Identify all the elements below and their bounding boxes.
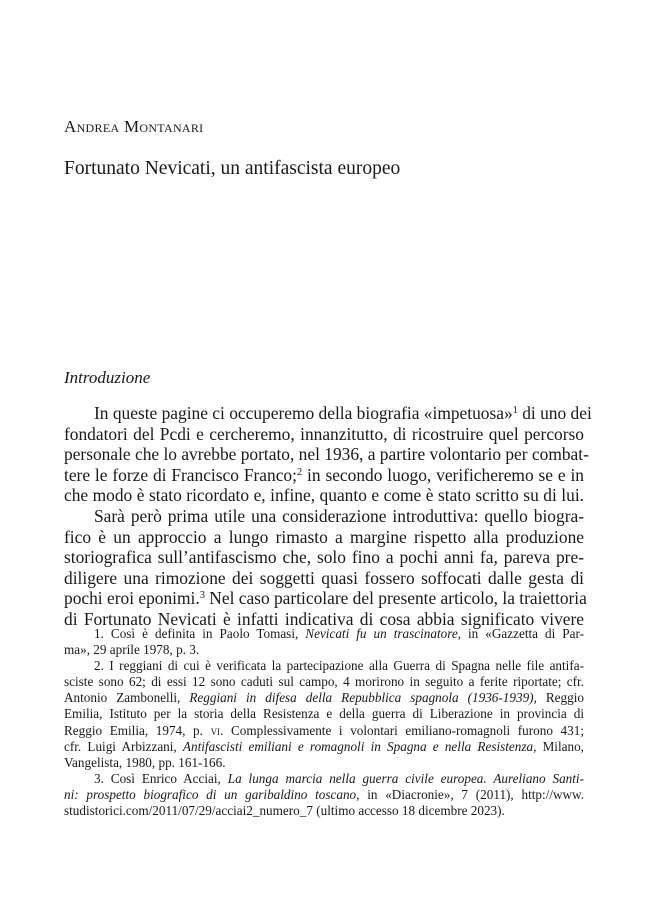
footnote-line: Antonio Zambonelli, Reggiani in difesa della Repubblica spagnola (1936-1939), Reggio [64, 690, 584, 706]
footnote-line: 1. Così è definita in Paolo Tomasi, Nevicati fu un trascinatore, in «Gazzetta di Par- [94, 626, 584, 641]
footnote-line: Vangelista, 1980, pp. 161-166. [64, 754, 226, 770]
body-line: di Fortunato Nevicati è infatti indicativa di cosa abbia significato vivere [64, 608, 584, 629]
body-line: fondatori del Pcdi e cercheremo, innanzitutto, di ricostruire quel percorso [64, 423, 584, 444]
section-heading: Introduzione [64, 368, 151, 387]
footnote-line: Reggio Emilia, 1974, p. vi. Complessivamente i volontari emiliano-romagnoli furono 431; [64, 722, 584, 738]
footnote-line: ni: prospetto biografico di un garibaldino toscano, in «Diacronie», 7 (2011), http://www. [64, 786, 584, 802]
body-line: pochi eroi eponimi.$^3$ Nel caso particolare del presente articolo, la traiettoria [64, 588, 587, 609]
footnote-ref[interactable]: 1 [512, 404, 518, 416]
footnote-line: cfr. Luigi Arbizzani, Antifascisti emiliani e romagnoli in Spagna e nella Resistenza, Milano, [64, 738, 584, 754]
body-line: Sarà però prima utile una considerazione introduttiva: quello biogra- [94, 505, 584, 526]
footnote-ref[interactable]: 2 [296, 466, 303, 478]
footnotes [64, 626, 584, 819]
footnote-ref[interactable]: 3 [199, 590, 205, 602]
footnote-line: 3. Così Enrico Acciai, La lunga marcia nella guerra civile europea. Aureliano Santi- [94, 770, 584, 786]
footnote-line: sciste sono 62; di essi 12 sono caduti sul campo, 4 morirono in seguito a ferite riportate; cfr. [64, 674, 584, 690]
body-line: In queste pagine ci occuperemo della biografia «impetuosa»$^1$ di uno dei [94, 403, 592, 423]
body-line: storiografica sull’antifascismo che, solo fino a pochi anni fa, pareva pre- [64, 547, 584, 568]
footnote-line: ma», 29 aprile 1978, p. 3. [64, 642, 200, 658]
footnote-line: Emilia, Istituto per la storia della Resistenza e della guerra di Liberazione in provincia di [64, 706, 584, 722]
footnote-line: studistorici.com/2011/07/29/acciai2_numero_7 (ultimo accesso 18 dicembre 2023). [64, 803, 505, 819]
body-text [64, 403, 592, 630]
article-title: Fortunato Nevicati, un antifascista europeo [64, 158, 401, 179]
body-line: personale che lo avrebbe portato, nel 1936, a partire volontario per combat- [64, 444, 589, 465]
body-line: tere le forze di Francisco Franco;$^2$ in secondo luogo, verificheremo se e in [64, 464, 585, 485]
body-line: fico è un approccio a lungo rimasto a margine rispetto alla produzione [64, 526, 584, 547]
body-line: che modo è stato ricordato e, infine, quanto e come è stato scritto su di lui. [64, 485, 584, 506]
body-line: diligere una rimozione dei soggetti quasi fossero soffocati dalle gesta di [64, 567, 584, 588]
footnote-line: 2. I reggiani di cui è verificata la partecipazione alla Guerra di Spagna nelle file antifa- [94, 658, 584, 674]
author-name: Andrea Montanari [64, 117, 204, 136]
